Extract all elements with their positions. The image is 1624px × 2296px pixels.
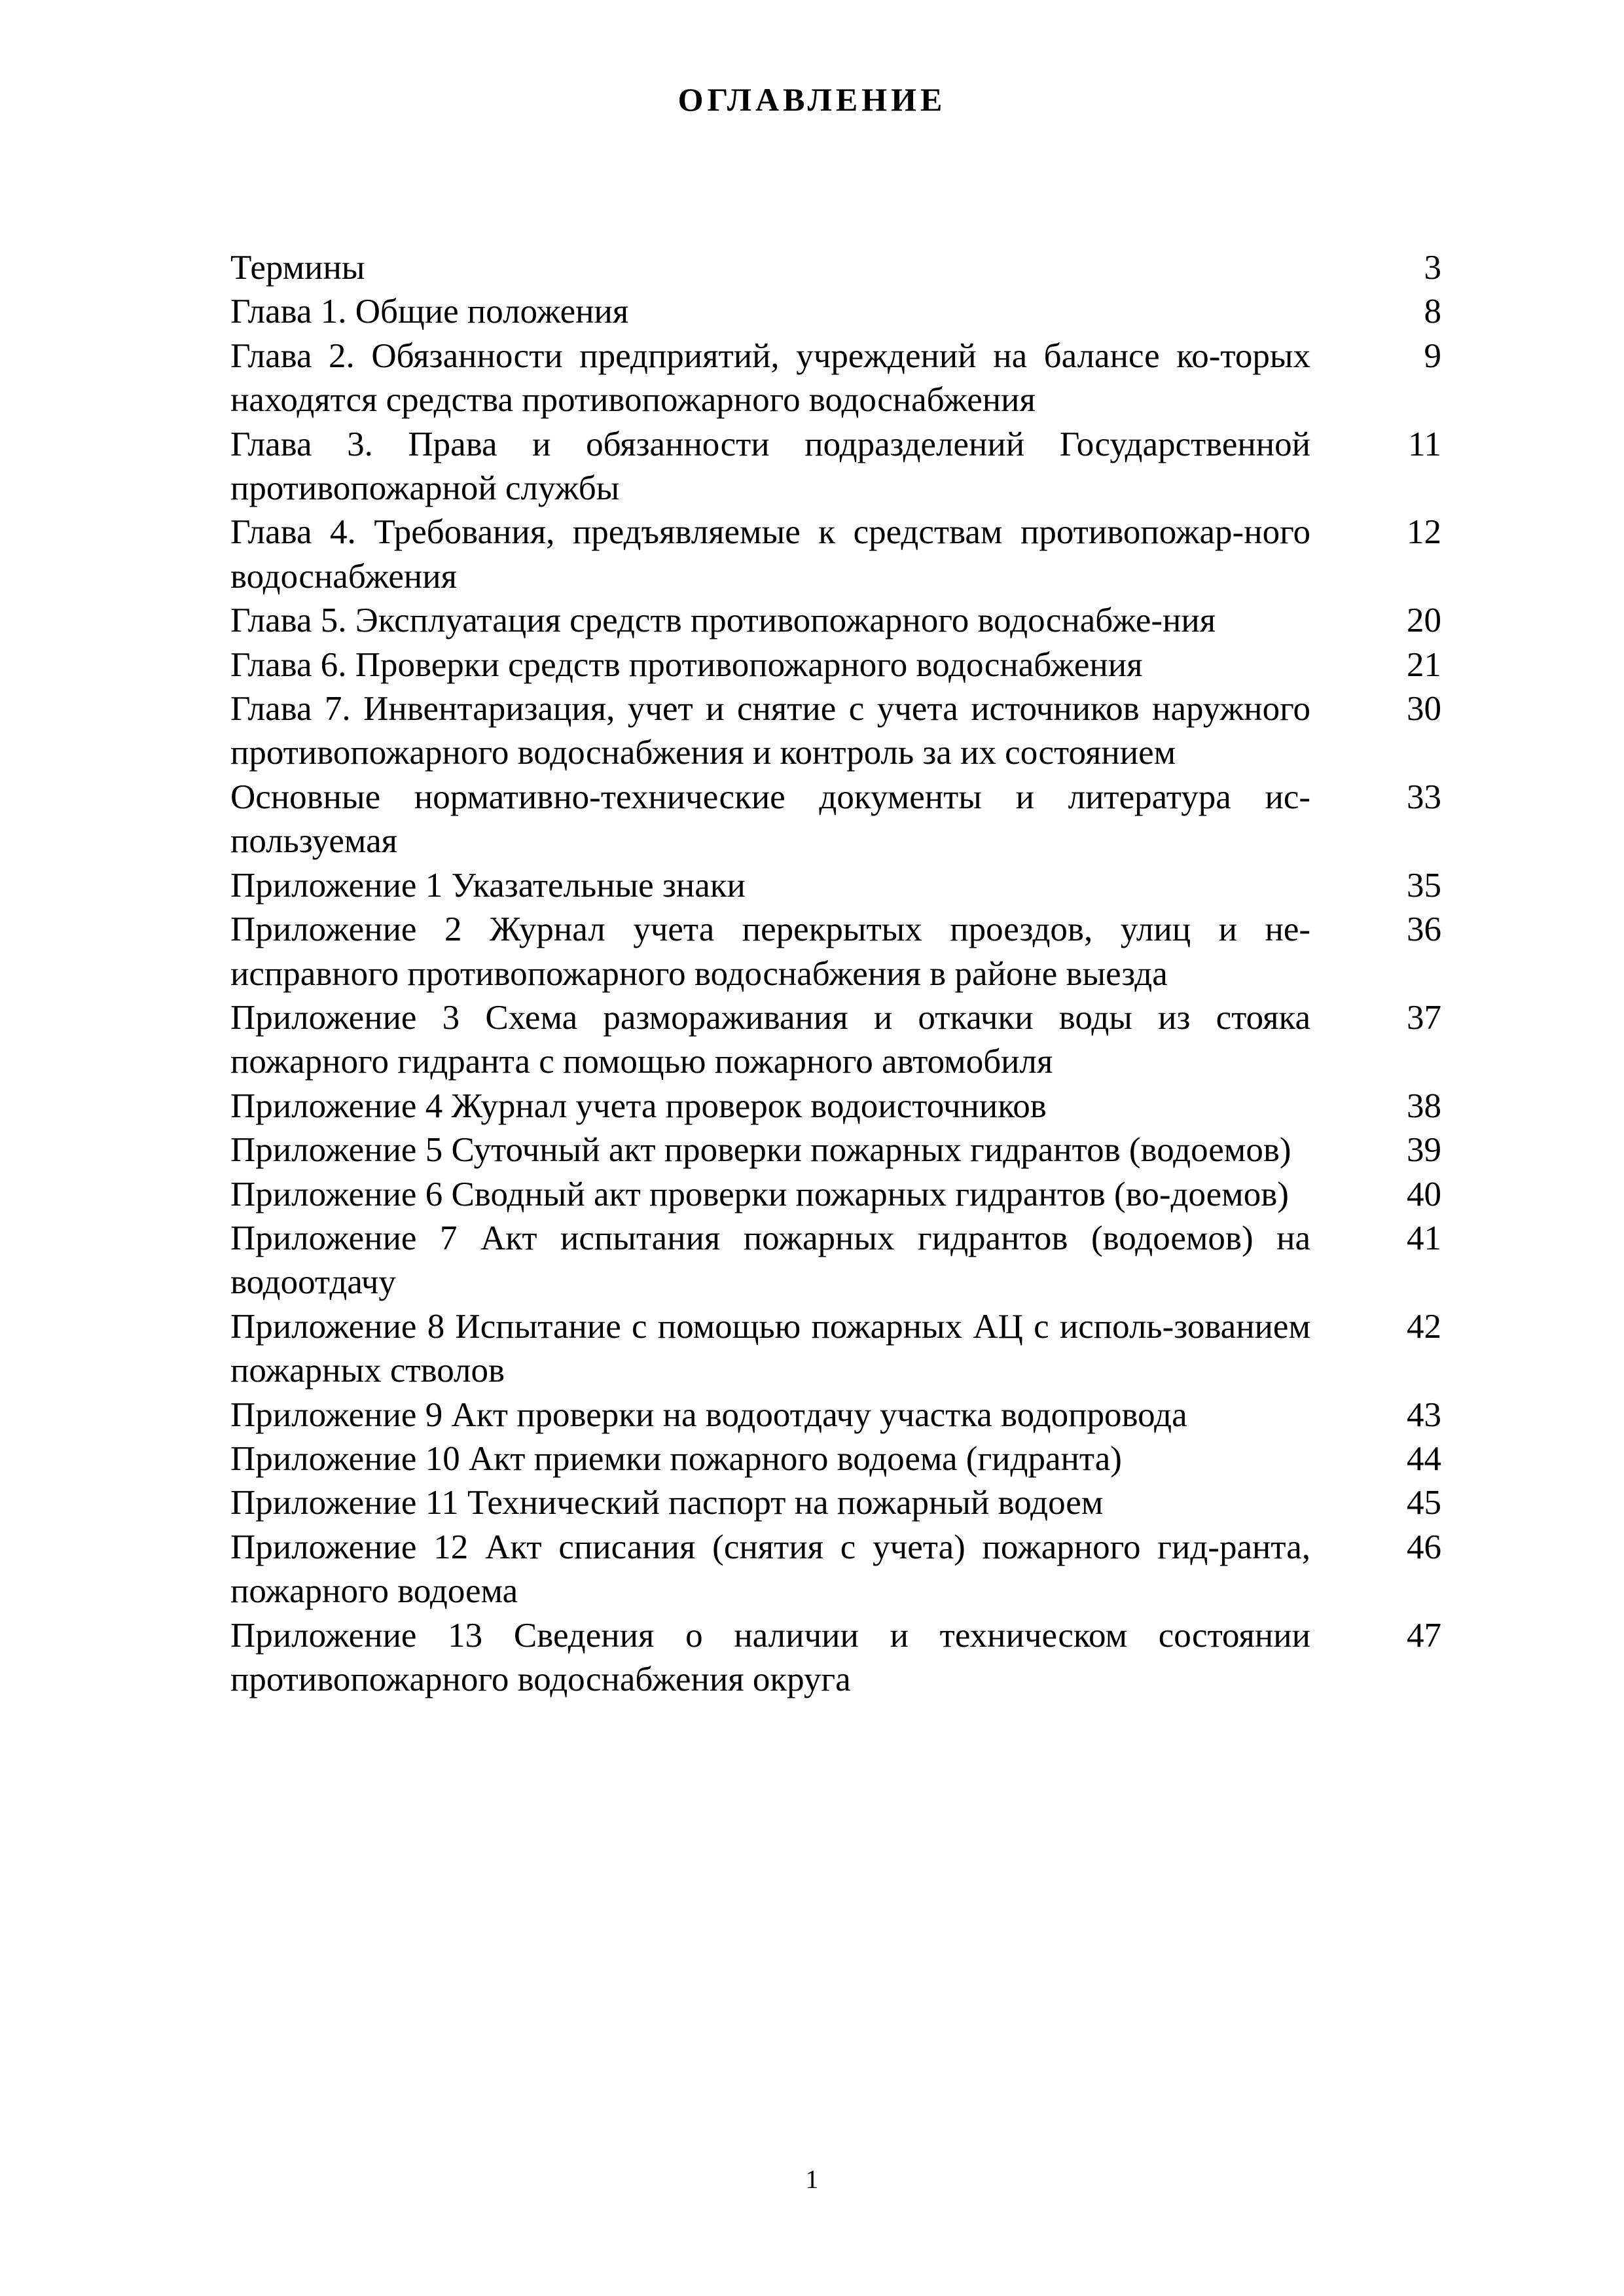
toc-entry-terms[interactable] — [230, 246, 1441, 290]
toc-entry-title: Глава 3. Права и обязанности подразделений Государственной противопожарной службы — [230, 425, 1310, 508]
toc-entry-title: Глава 2. Обязанности предприятий, учреждений на балансе ко-торых находятся средства противопожарного водоснабжения — [230, 336, 1310, 420]
toc-entry-appendix-13[interactable] — [230, 1614, 1441, 1702]
toc-entry-title: Глава 6. Проверки средств противопожарного водоснабжения — [230, 645, 1143, 684]
toc-entry-title: Приложение 8 Испытание с помощью пожарных АЦ с исполь-зованием пожарных стволов — [230, 1307, 1310, 1390]
toc-entry-page: 42 — [1407, 1307, 1441, 1346]
toc-entry-chapter-4[interactable] — [230, 511, 1441, 599]
toc-entry-page: 20 — [1407, 601, 1441, 640]
toc-entry-title: Приложение 6 Сводный акт проверки пожарных гидрантов (во-доемов) — [230, 1175, 1289, 1213]
toc-entry-title: Приложение 2 Журнал учета перекрытых проездов, улиц и не-исправного противопожарного водоснабжения в районе выезда — [230, 910, 1310, 993]
toc-entry-page: 45 — [1407, 1484, 1441, 1522]
toc-entry-appendix-8[interactable] — [230, 1305, 1441, 1393]
toc-entry-chapter-7[interactable] — [230, 687, 1441, 776]
toc-entry-page: 33 — [1407, 778, 1441, 816]
toc-entry-chapter-2[interactable] — [230, 334, 1441, 423]
toc-entry-page: 40 — [1407, 1175, 1441, 1213]
table-of-contents — [230, 246, 1441, 1702]
toc-entry-title: Глава 4. Требования, предъявляемые к средствам противопожар-ного водоснабжения — [230, 513, 1310, 596]
toc-entry-title: Приложение 12 Акт списания (снятия с учета) пожарного гид-ранта, пожарного водоема — [230, 1528, 1310, 1611]
toc-entry-page: 36 — [1407, 910, 1441, 949]
toc-entry-appendix-10[interactable] — [230, 1437, 1441, 1481]
toc-entry-page: 12 — [1407, 513, 1441, 552]
toc-entry-appendix-2[interactable] — [230, 908, 1441, 996]
toc-entry-appendix-3[interactable] — [230, 996, 1441, 1085]
toc-entry-page: 8 — [1424, 293, 1441, 331]
toc-entry-page: 39 — [1407, 1131, 1441, 1170]
toc-entry-title: Приложение 9 Акт проверки на водоотдачу участка водопровода — [230, 1395, 1187, 1434]
toc-entry-page: 44 — [1407, 1439, 1441, 1478]
toc-entry-chapter-1[interactable] — [230, 290, 1441, 334]
toc-entry-page: 30 — [1407, 690, 1441, 728]
toc-entry-appendix-7[interactable] — [230, 1217, 1441, 1305]
toc-entry-references[interactable] — [230, 776, 1441, 864]
toc-entry-title: Приложение 5 Суточный акт проверки пожарных гидрантов (водоемов) — [230, 1131, 1291, 1170]
toc-entry-appendix-6[interactable] — [230, 1173, 1441, 1217]
toc-entry-page: 35 — [1407, 866, 1441, 905]
toc-entry-page: 46 — [1407, 1528, 1441, 1566]
toc-entry-page: 9 — [1424, 336, 1441, 375]
toc-entry-chapter-3[interactable] — [230, 423, 1441, 511]
toc-entry-page: 11 — [1407, 425, 1441, 463]
toc-entry-title: Приложение 11 Технический паспорт на пожарный водоем — [230, 1484, 1104, 1522]
toc-entry-title: Приложение 3 Схема размораживания и откачки воды из стояка пожарного гидранта с помощью пожарного автомобиля — [230, 998, 1310, 1081]
toc-entry-title: Глава 5. Эксплуатация средств противопожарного водоснабже-ния — [230, 601, 1216, 640]
toc-entry-page: 38 — [1407, 1086, 1441, 1125]
toc-entry-title: Приложение 7 Акт испытания пожарных гидрантов (водоемов) на водоотдачу — [230, 1219, 1310, 1302]
page-number: 1 — [805, 2164, 819, 2194]
toc-entry-page: 41 — [1407, 1219, 1441, 1257]
toc-entry-title: Термины — [230, 249, 365, 287]
toc-entry-title: Основные нормативно-технические документы и литература ис-пользуемая — [230, 778, 1310, 861]
page-title: ОГЛАВЛЕНИЕ — [677, 81, 947, 118]
toc-entry-chapter-5[interactable] — [230, 599, 1441, 643]
toc-entry-title: Глава 7. Инвентаризация, учет и снятие с учета источников наружного противопожарного водоснабжения и контроль за их состоянием — [230, 690, 1310, 772]
toc-entry-page: 43 — [1407, 1395, 1441, 1434]
toc-entry-appendix-12[interactable] — [230, 1526, 1441, 1614]
toc-entry-appendix-4[interactable] — [230, 1085, 1441, 1128]
toc-entry-page: 21 — [1407, 645, 1441, 684]
toc-entry-chapter-6[interactable] — [230, 643, 1441, 687]
toc-entry-appendix-5[interactable] — [230, 1128, 1441, 1172]
toc-entry-title: Приложение 13 Сведения о наличии и техническом состоянии противопожарного водоснабжения округа — [230, 1616, 1310, 1698]
toc-entry-title: Приложение 10 Акт приемки пожарного водоема (гидранта) — [230, 1439, 1122, 1478]
toc-entry-page: 3 — [1424, 249, 1441, 287]
toc-entry-appendix-11[interactable] — [230, 1481, 1441, 1525]
toc-entry-appendix-9[interactable] — [230, 1393, 1441, 1437]
toc-entry-page: 37 — [1407, 998, 1441, 1037]
toc-entry-appendix-1[interactable] — [230, 864, 1441, 908]
toc-entry-page: 47 — [1407, 1616, 1441, 1655]
toc-entry-title: Приложение 4 Журнал учета проверок водоисточников — [230, 1086, 1047, 1125]
toc-entry-title: Приложение 1 Указательные знаки — [230, 866, 746, 905]
toc-entry-title: Глава 1. Общие положения — [230, 293, 629, 331]
